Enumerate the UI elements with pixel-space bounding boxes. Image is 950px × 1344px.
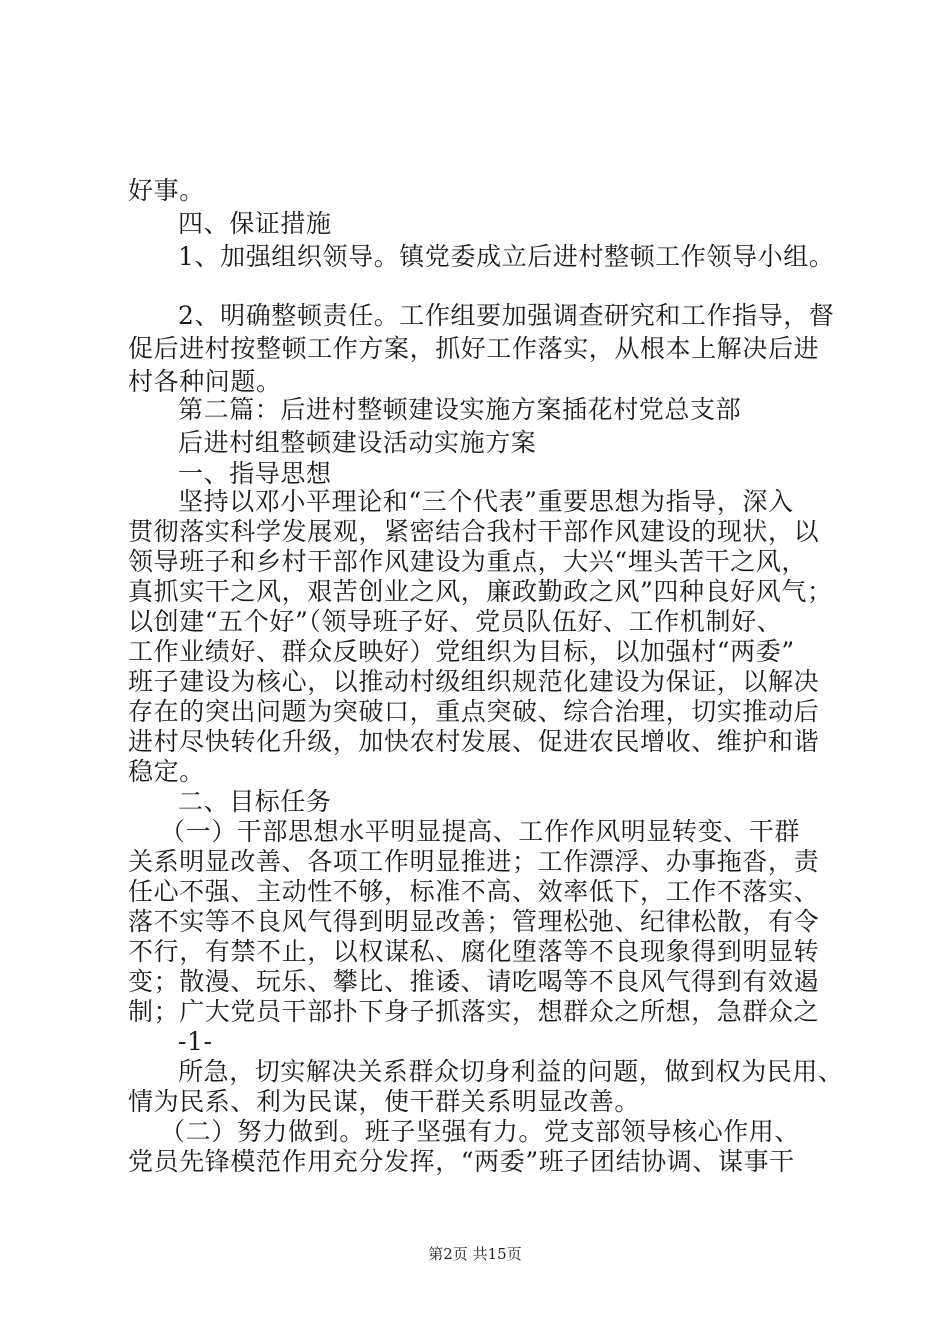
section-heading: 一、指导思想	[178, 459, 332, 488]
section-heading: 后进村组整顿建设活动实施方案	[178, 428, 537, 457]
inline-page-number: -1-	[178, 1027, 213, 1056]
text-line: 存在的突出问题为突破口，重点突破、综合治理，切实推动后	[128, 697, 820, 726]
text-line: 班子建设为核心，以推动村级组织规范化建设为保证，以解决	[128, 667, 820, 696]
text-line: 村各种问题。	[128, 367, 282, 396]
section-heading: 二、目标任务	[178, 787, 332, 816]
text-line: 不行，有禁不止，以权谋私、腐化堕落等不良现象得到明显转	[128, 937, 820, 966]
section-heading: 第二篇：后进村整顿建设实施方案插花村党总支部	[178, 395, 742, 424]
text-line: 落不实等不良风气得到明显改善；管理松弛、纪律松散，有令	[128, 907, 820, 936]
text-line: 贯彻落实科学发展观，紧密结合我村干部作风建设的现状，以	[128, 517, 820, 546]
text-line: 真抓实干之风，艰苦创业之风，廉政勤政之风”四种良好风气；	[128, 577, 833, 606]
text-line: 1、加强组织领导。镇党委成立后进村整顿工作领导小组。	[178, 242, 835, 271]
text-line: 促后进村按整顿工作方案，抓好工作落实，从根本上解决后进	[128, 334, 820, 363]
text-line: 变；散漫、玩乐、攀比、推诿、请吃喝等不良风气得到有效遏	[128, 967, 820, 996]
page-footer: 第2页 共15页	[428, 1245, 522, 1263]
text-line: 关系明显改善、各项工作明显推进；工作漂浮、办事拖沓，责	[128, 847, 820, 876]
text-line: （一）干部思想水平明显提高、工作作风明显转变、干群	[160, 817, 801, 846]
text-line: 领导班子和乡村干部作风建设为重点，大兴“埋头苦干之风，	[128, 547, 807, 576]
text-line: 稳定。	[128, 757, 205, 786]
text-line: 党员先锋模范作用充分发挥，“两委”班子团结协调、谋事干	[128, 1147, 795, 1176]
text-line: 所急，切实解决关系群众切身利益的问题，做到权为民用、	[178, 1057, 844, 1086]
text-line: 好事。	[128, 176, 205, 205]
section-heading: 四、保证措施	[178, 209, 332, 238]
text-line: 2、明确整顿责任。工作组要加强调查研究和工作指导，督	[178, 301, 835, 330]
text-line: 进村尽快转化升级，加快农村发展、促进农民增收、维护和谐	[128, 727, 820, 756]
text-line: 以创建“五个好”（领导班子好、党员队伍好、工作机制好、	[128, 607, 783, 636]
text-line: （二）努力做到。班子坚强有力。党支部领导核心作用、	[160, 1117, 801, 1146]
text-line: 任心不强、主动性不够，标准不高、效率低下，工作不落实、	[128, 877, 820, 906]
text-line: 工作业绩好、群众反映好）党组织为目标，以加强村“两委”	[128, 637, 795, 666]
text-line: 情为民系、利为民谋，使干群关系明显改善。	[128, 1087, 641, 1116]
text-line: 制；广大党员干部扑下身子抓落实，想群众之所想，急群众之	[128, 997, 820, 1026]
text-line: 坚持以邓小平理论和“三个代表”重要思想为指导，深入	[178, 487, 794, 516]
